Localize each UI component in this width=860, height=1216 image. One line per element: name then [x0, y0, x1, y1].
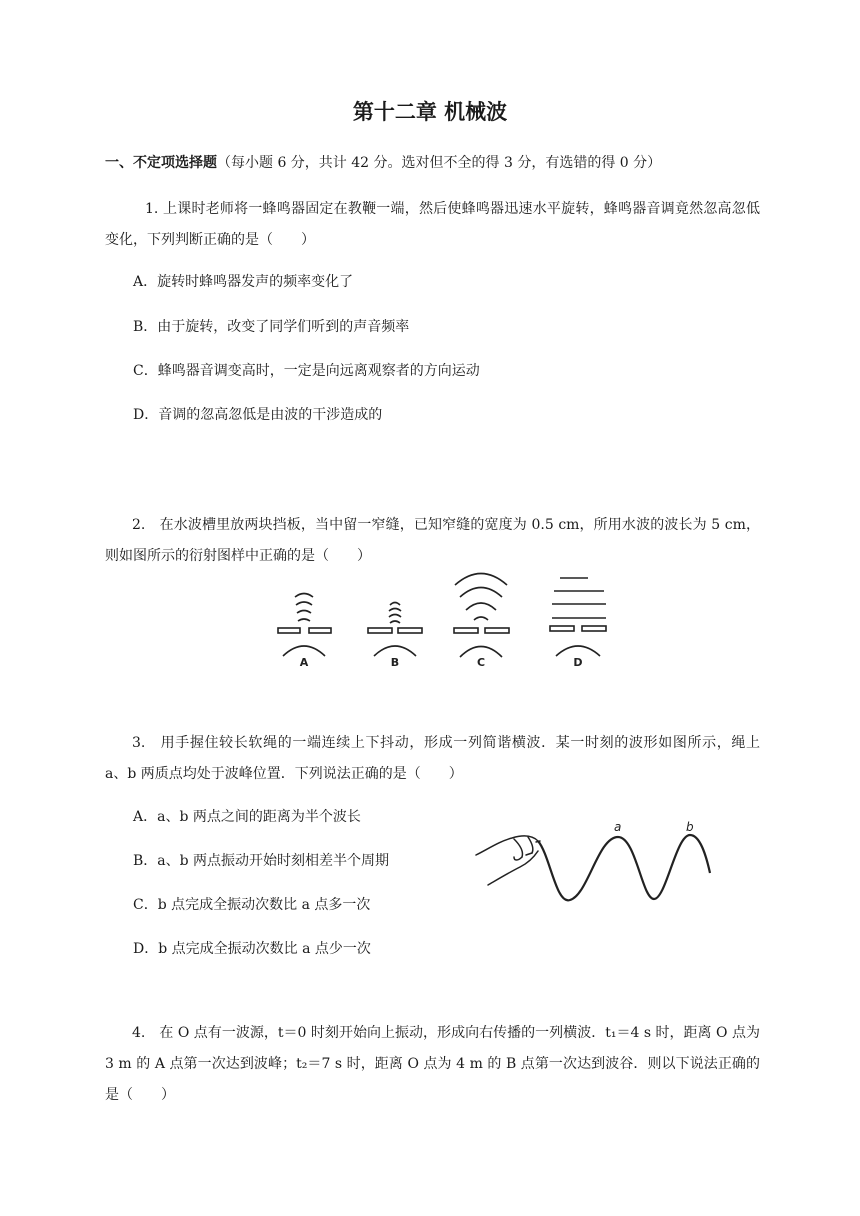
- question-3-option-c: C．b 点完成全振动次数比 a 点多一次: [133, 897, 371, 913]
- question-2-stem: 2. 在水波槽里放两块挡板，当中留一窄缝，已知窄缝的宽度为 0.5 cm，所用水波的波长为 5 cm，则如图所示的衍射图样中正确的是（ ）: [105, 517, 760, 564]
- section-heading: [105, 152, 661, 172]
- figure-label-c: C: [476, 656, 486, 669]
- diffraction-pattern-a: [278, 594, 331, 657]
- diffraction-figure: [270, 560, 620, 675]
- question-1-option-a: A．旋转时蜂鸣器发声的频率变化了: [133, 274, 354, 290]
- rope-wave-figure: [470, 815, 720, 910]
- question-3-option-d: D．b 点完成全振动次数比 a 点少一次: [133, 941, 371, 957]
- figure-label-a: A: [299, 656, 309, 669]
- question-1-option-b: B．由于旋转，改变了同学们听到的声音频率: [133, 319, 410, 335]
- section-heading-label: 一、不定项选择题: [105, 155, 217, 171]
- question-3-stem: 3. 用手握住较长软绳的一端连续上下抖动，形成一列简谐横波．某一时刻的波形如图所示，绳上 a、b 两质点均处于波峰位置．下列说法正确的是（ ）: [105, 735, 760, 782]
- question-4-stem: 4. 在 O 点有一波源，t＝0 时刻开始向上振动，形成向右传播的一列横波．t₁＝4 s 时，距离 O 点为 3 m 的 A 点第一次达到波峰；t₂＝7 s 时，距离 O 点为 4 m 的 B 点第一次达到波谷．则以下说法正确的是（ ）: [105, 1025, 760, 1103]
- question-1-stem: 1. 上课时老师将一蜂鸣器固定在教鞭一端，然后使蜂鸣器迅速水平旋转，蜂鸣器音调竟然忽高忽低变化，下列判断正确的是（ ）: [105, 201, 760, 248]
- point-a-label: a: [614, 820, 622, 834]
- rope-wave: [538, 835, 710, 900]
- page-title: 第十二章 机械波: [352, 100, 508, 124]
- point-b-label: b: [686, 820, 694, 834]
- figure-label-b: B: [390, 656, 400, 669]
- diffraction-pattern-c: [454, 574, 509, 658]
- diffraction-pattern-b: [368, 603, 422, 657]
- diffraction-pattern-d: [550, 578, 606, 656]
- figure-label-d: D: [573, 656, 583, 669]
- question-1-option-c: C．蜂鸣器音调变高时，一定是向远离观察者的方向运动: [133, 363, 480, 379]
- question-1-option-d: D．音调的忽高忽低是由波的干涉造成的: [133, 407, 383, 423]
- question-3-option-b: B．a、b 两点振动开始时刻相差半个周期: [133, 853, 390, 869]
- question-3-option-a: A．a、b 两点之间的距离为半个波长: [133, 809, 361, 825]
- section-heading-note: （每小题 6 分，共计 42 分。选对但不全的得 3 分，有选错的得 0 分）: [217, 155, 662, 171]
- hand-icon: [476, 836, 540, 885]
